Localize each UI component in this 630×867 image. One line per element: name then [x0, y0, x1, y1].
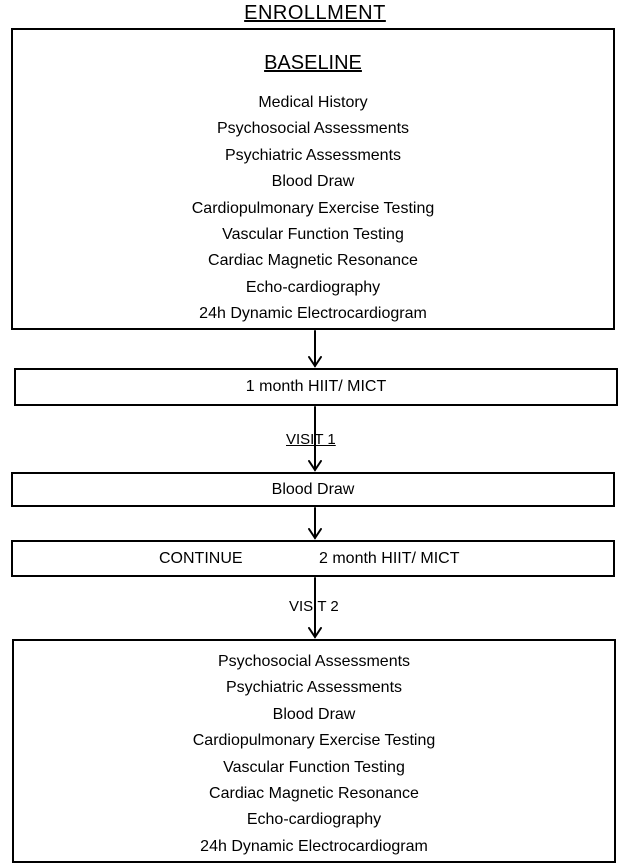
list-item: Blood Draw — [271, 173, 355, 191]
list-item: Medical History — [258, 94, 368, 111]
baseline-heading: BASELINE — [264, 52, 362, 74]
arrow-continue-to-final — [309, 578, 321, 637]
visit1-label: VISIT 1 — [286, 431, 336, 448]
list-item: Blood Draw — [272, 705, 356, 723]
phase1-label: 1 month HIIT/ MICT — [245, 378, 387, 395]
list-item: Psychiatric Assessments — [224, 146, 402, 164]
list-item: Psychiatric Assessments — [225, 679, 403, 697]
visit1-blood-draw-label: Blood Draw — [271, 480, 355, 498]
list-item: Echo-cardiography — [246, 811, 382, 829]
arrow-visit1-to-continue — [309, 508, 321, 538]
list-item: Psychosocial Assessments — [217, 653, 411, 670]
phase2-label: 2 month HIIT/ MICT — [319, 550, 460, 567]
list-item: Vascular Function Testing — [223, 758, 405, 776]
arrow-baseline-to-phase1 — [309, 331, 321, 366]
list-item: Echo-cardiography — [245, 278, 381, 296]
visit2-label: VISIT 2 — [289, 598, 339, 615]
continue-label: CONTINUE — [159, 550, 243, 567]
list-item: 24h Dynamic Electrocardiogram — [199, 305, 427, 323]
list-item: Cardiac Magnetic Resonance — [208, 252, 418, 270]
list-item: 24h Dynamic Electrocardiogram — [200, 837, 428, 855]
list-item: Vascular Function Testing — [222, 226, 404, 244]
arrow-phase1-to-visit1 — [309, 407, 321, 470]
list-item: Cardiopulmonary Exercise Testing — [191, 199, 435, 217]
list-item: Psychosocial Assessments — [216, 120, 410, 138]
list-item: Cardiac Magnetic Resonance — [209, 785, 419, 803]
enrollment-title: ENROLLMENT — [244, 2, 386, 24]
list-item: Cardiopulmonary Exercise Testing — [192, 732, 436, 750]
